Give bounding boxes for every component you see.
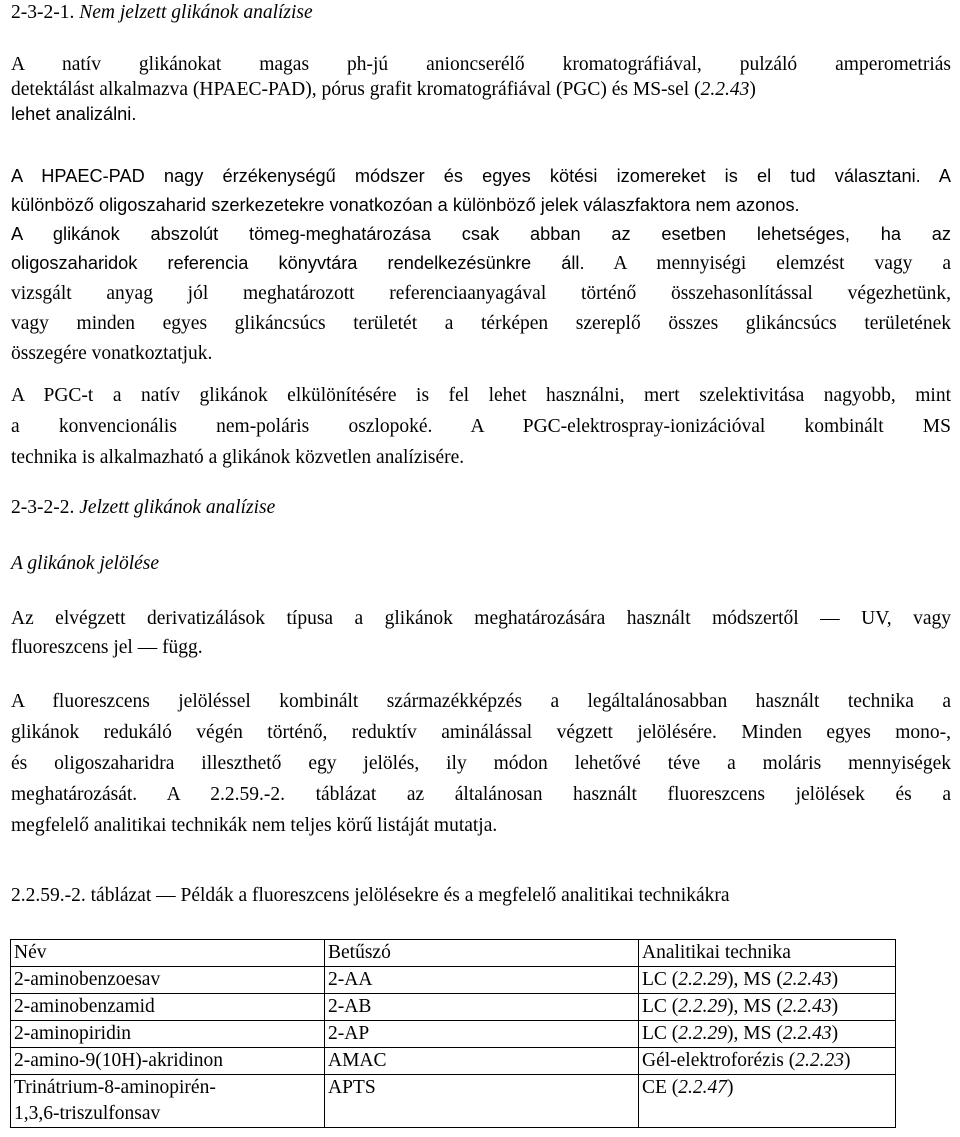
- table-cell-abbr: 2-AP: [325, 1021, 639, 1048]
- table-cell-name: 2-amino-9(10H)-akridinon: [11, 1048, 325, 1075]
- text-span: detektálást alkalmazva (HPAEC-PAD), pórus grafit kromatográfiával (PGC) és MS-sel (: [11, 79, 701, 100]
- subheading-text: A glikánok jelölése: [11, 553, 160, 574]
- text-span: oligoszaharidok referencia könyvtára rendelkezésünkre áll.: [11, 253, 585, 273]
- table-cell-abbr: 2-AA: [325, 967, 639, 994]
- text-span: Gél-elektroforézis (: [642, 1050, 796, 1071]
- text-span: ), MS (: [727, 1023, 783, 1044]
- table-row: [11, 1048, 896, 1075]
- text-span: Trinátrium-8-aminopirén-: [14, 1077, 216, 1098]
- section-number: 2-3-2-2.: [11, 497, 75, 518]
- text-line: [11, 248, 951, 279]
- text-line: a konvencionális nem-poláris oszlopoké. A PGC-elektrospray-ionizációval kombinált MS: [11, 416, 951, 437]
- table-row: [11, 994, 896, 1021]
- text-line: A PGC-t a natív glikánok elkülönítésére is fel lehet használni, mert szelektivitása nagyobb, mint: [11, 385, 951, 406]
- text-span: LC (: [642, 969, 679, 990]
- text-line: A natív glikánokat magas ph-jú anioncserélő kromatográfiával, pulzáló amperometriás: [11, 54, 951, 75]
- paragraph-native-glycans: [11, 49, 951, 130]
- text-line: fluoreszcens jel — függ.: [11, 637, 203, 658]
- reference: 2.2.43: [782, 969, 832, 990]
- text-line: meghatározását. A 2.2.59.-2. táblázat az általánosan használt fluoreszcens jelölések és a: [11, 784, 951, 805]
- text-line: és oligoszaharidra illeszthető egy jelölés, ily módon lehetővé téve a moláris mennyiségek: [11, 753, 951, 774]
- subheading: [11, 548, 159, 579]
- text-span: LC (: [642, 1023, 679, 1044]
- text-line: megfelelő analitikai technikák nem teljes körű listáját mutatja.: [11, 815, 498, 836]
- text-span: ): [727, 1077, 734, 1098]
- text-span: ): [831, 1023, 839, 1044]
- table-caption: 2.2.59.-2. táblázat — Példák a fluoreszcens jelölésekre és a megfelelő analitikai technikákra: [11, 885, 730, 906]
- reference: 2.2.29: [678, 1023, 728, 1044]
- text-span: ), MS (: [727, 969, 783, 990]
- section-number: 2-3-2-1.: [11, 2, 75, 23]
- table-row: [11, 1021, 896, 1048]
- text-span: 1,3,6-triszulfonsav: [14, 1103, 161, 1124]
- text-line: A fluoreszcens jelöléssel kombinált származékképzés a legáltalánosabban használt technika a: [11, 691, 951, 712]
- fluorescent-labels-table: [10, 939, 896, 1128]
- reference: 2.2.43: [782, 1023, 832, 1044]
- reference: 2.2.43: [700, 79, 750, 100]
- text-line: összegére vonatkoztatjuk.: [11, 343, 213, 364]
- text-line: vizsgált anyag jól meghatározott referenciaanyagával történő összehasonlítással végezhetünk,: [11, 283, 951, 304]
- section-title: Nem jelzett glikánok analízise: [79, 2, 313, 23]
- text-line: A glikánok abszolút tömeg-meghatározása csak abban az esetben lehetséges, ha az: [11, 224, 951, 244]
- table-row: [11, 1075, 896, 1128]
- table-cell-name: [11, 1075, 325, 1128]
- reference: 2.2.43: [782, 996, 832, 1017]
- paragraph-fluorescent-labeling: [11, 686, 951, 841]
- section-title: Jelzett glikánok analízise: [79, 497, 276, 518]
- text-span: ): [749, 79, 756, 100]
- text-span: ), MS (: [727, 996, 783, 1017]
- text-span: ): [843, 1050, 851, 1071]
- text-line: vagy minden egyes glikáncsúcs területét a térképen szereplő összes glikáncsúcs területének: [11, 313, 951, 334]
- text-line: technika is alkalmazható a glikánok közvetlen analízisére.: [11, 447, 465, 468]
- text-span: ): [831, 996, 839, 1017]
- text-span: LC (: [642, 996, 679, 1017]
- table-header-row: [11, 940, 896, 967]
- table-cell-abbr: AMAC: [325, 1048, 639, 1075]
- text-line: lehet analizálni.: [11, 104, 137, 124]
- table-cell-abbr: 2-AB: [325, 994, 639, 1021]
- section-heading-1: [11, 0, 313, 28]
- table-cell-technique: [639, 1021, 896, 1048]
- reference: 2.2.29: [678, 969, 728, 990]
- table-cell-technique: [639, 1075, 896, 1128]
- reference: 2.2.23: [795, 1050, 844, 1071]
- table-cell-technique: [639, 1048, 896, 1075]
- table-header-cell: Név: [11, 940, 325, 967]
- paragraph-pgc: [11, 380, 951, 473]
- table-cell-abbr: APTS: [325, 1075, 639, 1128]
- reference: 2.2.47: [678, 1077, 728, 1098]
- section-heading-2: [11, 492, 275, 523]
- table-cell-name: 2-aminopiridin: [11, 1021, 325, 1048]
- text-line: Az elvégzett derivatizálások típusa a glikánok meghatározására használt módszertől — UV, vagy: [11, 608, 951, 629]
- table-row: [11, 967, 896, 994]
- text-line: glikánok redukáló végén történő, reduktív aminálással végzett jelölésére. Minden egyes mono-,: [11, 722, 951, 743]
- table-cell-technique: [639, 994, 896, 1021]
- paragraph-hpaec-pad: [11, 161, 951, 369]
- text-line: különböző oligoszaharid szerkezetekre vonatkozóan a különböző jelek válaszfaktora nem azonos.: [11, 195, 800, 215]
- table-header-cell: Analitikai technika: [639, 940, 896, 967]
- table-header-cell: Betűszó: [325, 940, 639, 967]
- paragraph-derivatization: [11, 603, 951, 663]
- table-cell-name: 2-aminobenzoesav: [11, 967, 325, 994]
- reference: 2.2.29: [678, 996, 728, 1017]
- table-cell-technique: [639, 967, 896, 994]
- table-cell-name: 2-aminobenzamid: [11, 994, 325, 1021]
- text-span: CE (: [642, 1077, 679, 1098]
- text-span: ): [831, 969, 839, 990]
- text-line: A HPAEC-PAD nagy érzékenységű módszer és egyes kötési izomereket is el tud választani. A: [11, 166, 951, 186]
- text-span: A mennyiségi elemzést vagy a: [613, 253, 951, 274]
